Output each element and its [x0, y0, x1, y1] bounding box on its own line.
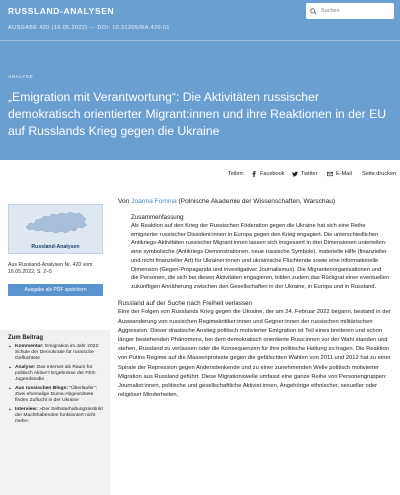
share-twitter-label: Twitter: [301, 171, 318, 177]
related-item-text: Emigration im Jahr 2022: Schule der Demokratie für russische Geflüchtete: [15, 344, 100, 361]
issue-info: AUSGABE 420 (16.05.2022) — DOI: 10.31205/RA.420.01: [8, 25, 170, 31]
body-paragraph: Eine der Folgen von Russlands Krieg gegen die Ukraine, der am 24. Februar 2022 begann, bestand in der Auswanderung von russischen Regimekritiker:innen und Gegner:innen der russischen militärischen Aggression. Dieser drastische Anstieg politisch motivierter Emigration ist Teil eines breiteren und schon länger bestehenden Phänomens, bei dem demokratisch orientierte Russ:innen vor der Wahl standen und stehen, Russland zu verlassen oder die Konsequenzen für ihre politische Haltung zu tragen. Die Reaktion von Putins Regime auf die Massenproteste gegen die gefälschten Wahlen von 2011 und 2012 hat zu einer Spirale der Repression gegen Andersdenkende und zu einer zunehmenden Welle politisch motivierter Migration aus Russland geführt. Diese Migrationswelle umfasst eine ganze Reihe von Personengruppen: Journalist:innen, politische und gesellschaftliche Aktivist:innen, Angehörige ethnischer, sexueller oder religiöser Minderheiten,: [118, 309, 391, 399]
share-email-label: E-Mail: [336, 171, 352, 177]
related-link-1[interactable]: [15, 365, 97, 382]
abstract-heading: Zusammenfassung: [131, 214, 184, 221]
share-label: Teilen:: [228, 171, 245, 177]
article-body: [118, 197, 394, 400]
article-title: „Emigration mit Verantwortung“: Die Aktivitäten russischer demokratisch orientierter Migrant:innen und ihre Reaktionen in der EU auf Russlands Krieg gegen die Ukraine: [8, 90, 387, 138]
related-list: [9, 344, 107, 428]
section-label: ANALYSE: [8, 75, 34, 80]
related-link-0[interactable]: [15, 344, 100, 361]
byline: [118, 197, 394, 206]
print-page-link[interactable]: [362, 171, 396, 177]
print-page-label: Seite drucken: [362, 171, 397, 177]
related-item[interactable]: [9, 344, 107, 362]
search-icon: [310, 8, 317, 15]
search-input[interactable]: [321, 8, 391, 14]
share-bar: [0, 168, 400, 182]
issue-citation: Aus Russland-Analysen Nr. 420 vom 16.05.2022, S. 2–5: [8, 262, 93, 275]
section-heading: Russland auf der Suche nach Freiheit verlassen: [118, 299, 253, 307]
related-item-text: "Überläufer": Zwei ehemalige Duma-Abgeordnete finden Zuflucht in der Ukraine: [15, 386, 98, 403]
header-banner: [0, 0, 400, 160]
save-pdf-button[interactable]: Ausgabe als PDF speichern: [8, 284, 103, 296]
issue-cover[interactable]: [8, 204, 103, 254]
site-brand[interactable]: RUSSLAND-ANALYSEN: [8, 6, 115, 16]
related-item-text: »Der Selbsterhaltungsinstinkt der Machthabenden funktioniert nicht mehr«: [15, 407, 103, 424]
author-affiliation: (Polnische Akademie der Wissenschaften, Warschau): [176, 198, 336, 205]
header-divider: [0, 40, 400, 41]
twitter-icon: [292, 171, 298, 177]
related-item[interactable]: [9, 407, 107, 425]
byline-prefix: Von: [118, 198, 132, 205]
related-item[interactable]: [9, 386, 107, 404]
related-item-label: Analyse:: [15, 365, 36, 370]
related-item-label: Kommentar:: [15, 344, 44, 349]
related-item-text: Das Internet als Raum für politisch Aktive? Ergebnisse der FES-Jugendstudie: [15, 365, 97, 382]
facebook-icon: [251, 171, 257, 177]
share-facebook-link[interactable]: [251, 171, 285, 177]
cover-title: Russland-Analysen: [31, 244, 80, 250]
share-twitter-link[interactable]: [292, 171, 317, 177]
share-facebook-label: Facebook: [260, 171, 285, 177]
abstract-text: Als Reaktion auf den Krieg der Russischen Föderation gegen die Ukraine hat sich eine Reihe emigrierter russischer Dissident:innen in Europa gegen den Krieg engagiert. Die unterschiedlichen Antikriegs-Aktivitäten russischer Migrant:innen lassen sich insgesamt in drei Dimensionen unterteilen: eine symbolische (Antikriegs-Demonstrationen, neue russische Symbole), materielle Hilfe (finanzieller und nicht finanzieller Art) für Ukrainer:innen und ukrainische Flüchtende sowie eine informationelle Dimension (Gegen-Propaganda und investigativer Journalismus). Die Migrantenorganisationen und die Personen, die sich bei diesen Aktivitäten engagieren, bilden zudem das Rückgrat einer eventuellen zukünftigen Annäherung zwischen den Gesellschaften in der Ukraine, in Europa und in Russland.: [131, 223, 389, 290]
related-item-label: Aus russischen Blogs:: [15, 386, 68, 391]
related-link-2[interactable]: [15, 386, 97, 403]
related-title: Zum Beitrag: [8, 335, 44, 341]
russia-map-icon: [24, 209, 89, 239]
related-link-3[interactable]: [15, 407, 103, 424]
share-email-link[interactable]: [327, 171, 352, 177]
author-link[interactable]: Joanna Fomina: [131, 198, 177, 205]
related-item-label: Interview:: [15, 407, 38, 412]
abstract: [131, 214, 389, 292]
related-articles-box: [0, 330, 110, 495]
search-box[interactable]: [306, 3, 394, 19]
email-icon: [327, 171, 333, 177]
related-item[interactable]: [9, 365, 107, 383]
